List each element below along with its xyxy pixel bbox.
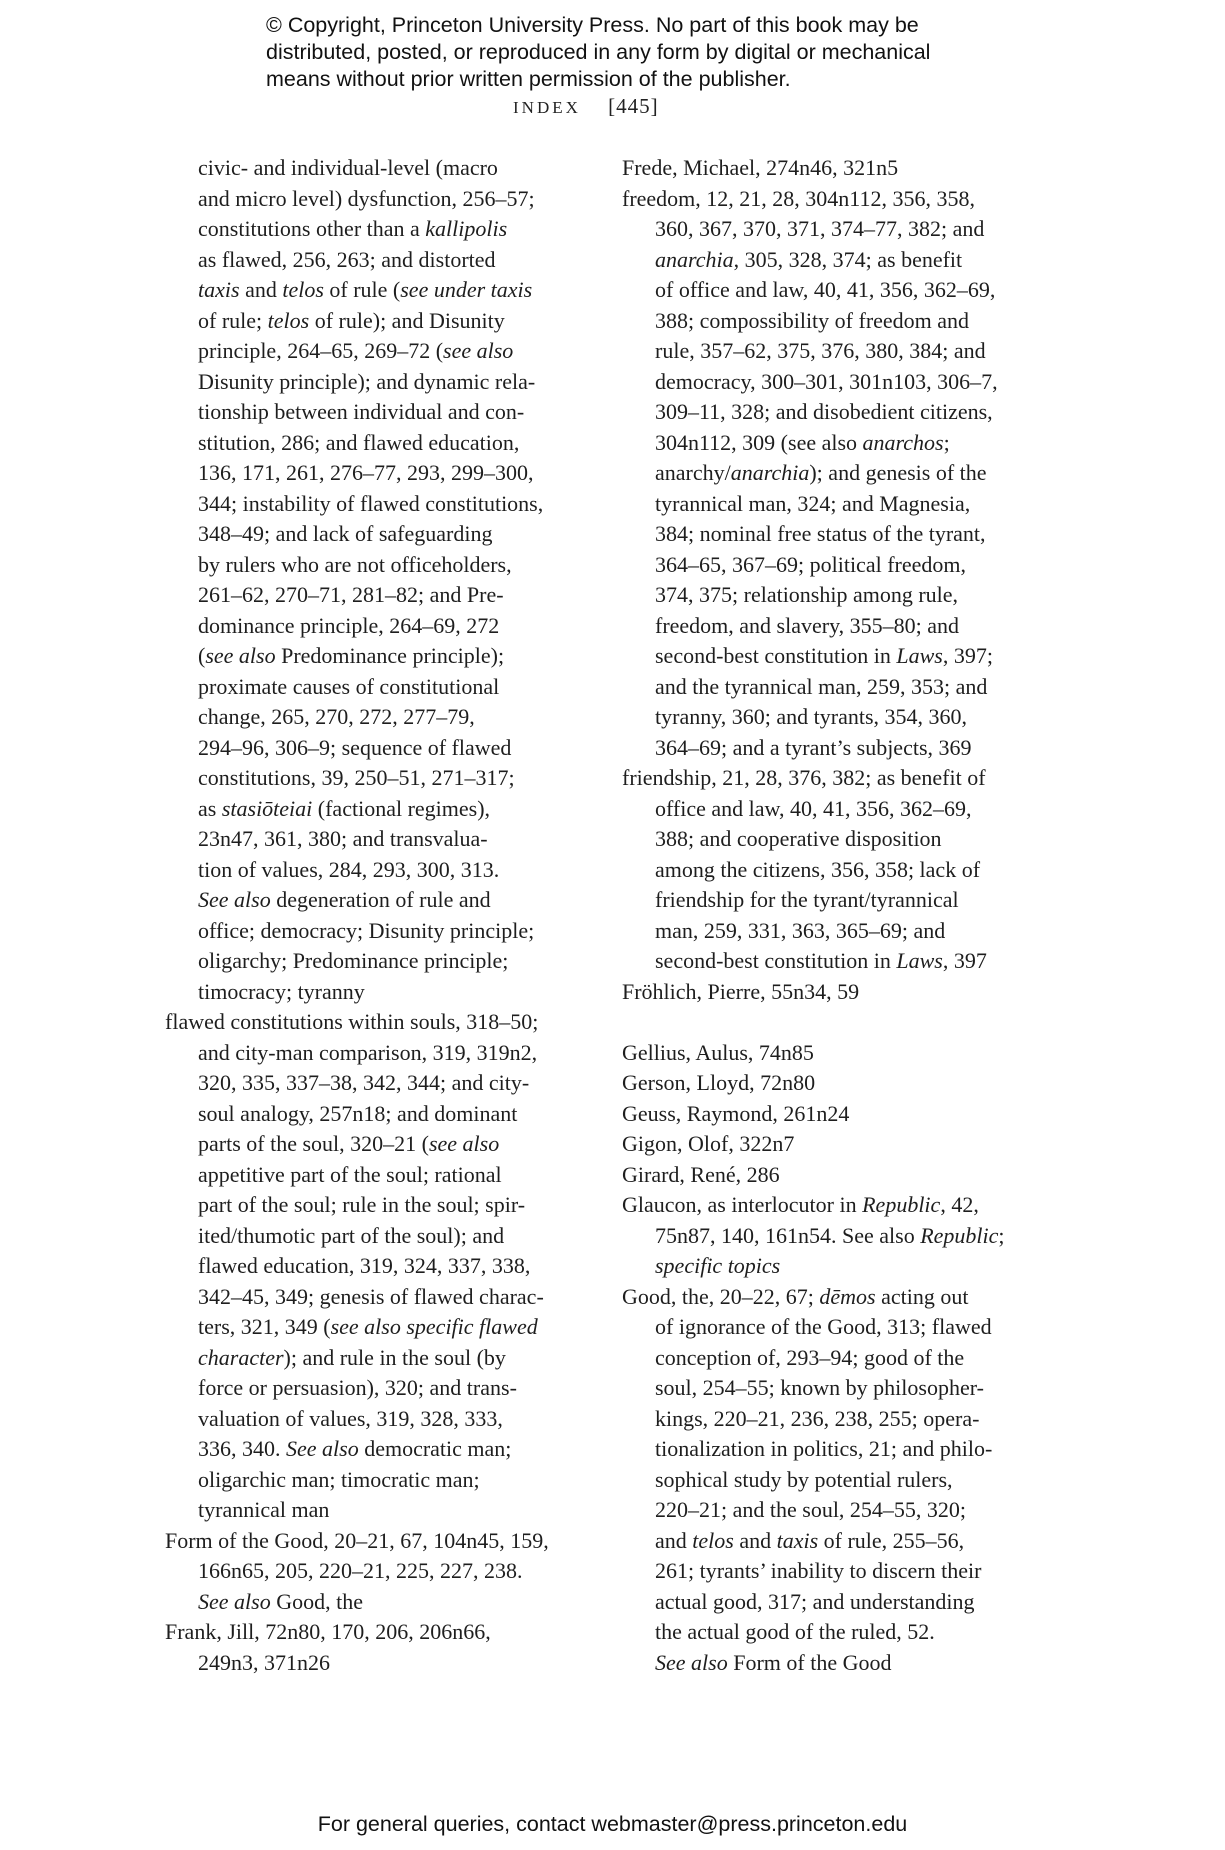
index-line: second-best constitution in Laws, 397;: [655, 643, 993, 668]
index-line: 294–96, 306–9; sequence of flawed: [198, 734, 512, 760]
index-entry: [622, 1099, 1042, 1130]
index-line: friendship, 21, 28, 376, 382; as benefit of: [622, 765, 986, 790]
index-entry: [622, 1129, 1042, 1160]
index-line: and telos and taxis of rule, 255–56,: [655, 1527, 965, 1553]
index-line: Gerson, Lloyd, 72n80: [622, 1070, 816, 1095]
index-line: 360, 367, 370, 371, 374–77, 382; and: [655, 216, 985, 241]
index-line: office and law, 40, 41, 356, 362–69,: [655, 795, 972, 821]
index-line: 364–69; and a tyrant’s subjects, 369: [655, 734, 972, 760]
index-line: anarchy/anarchia); and genesis of the: [655, 460, 987, 485]
index-line: See also Form of the Good: [655, 1649, 892, 1675]
index-line: 261–62, 270–71, 281–82; and Pre-: [198, 582, 504, 607]
index-line: Gellius, Aulus, 74n85: [622, 1039, 814, 1065]
index-line: Fröhlich, Pierre, 55n34, 59: [622, 978, 860, 1004]
index-line: of ignorance of the Good, 313; flawed: [655, 1314, 992, 1339]
index-entry: [165, 153, 585, 1007]
letter-group-gap: [622, 1007, 1042, 1038]
index-line: as stasiōteiai (factional regimes),: [198, 795, 491, 821]
index-line: sophical study by potential rulers,: [655, 1466, 953, 1492]
index-line: freedom, and slavery, 355–80; and: [655, 612, 960, 638]
index-line: 336, 340. See also democratic man;: [198, 1436, 512, 1461]
index-line: Glaucon, as interlocutor in Republic, 42,: [622, 1192, 979, 1217]
index-line: principle, 264–65, 269–72 (see also: [198, 338, 514, 363]
index-line: second-best constitution in Laws, 397: [655, 948, 987, 973]
index-line: oligarchic man; timocratic man;: [198, 1466, 480, 1492]
index-line: Geuss, Raymond, 261n24: [622, 1100, 850, 1126]
index-line: proximate causes of constitutional: [198, 673, 500, 699]
copyright-line-1: © Copyright, Princeton University Press. No part of this book may be: [266, 13, 919, 37]
index-line: part of the soul; rule in the soul; spir-: [198, 1192, 526, 1217]
index-entry: [622, 184, 1042, 764]
index-entry: [622, 1068, 1042, 1099]
index-line: 220–21; and the soul, 254–55, 320;: [655, 1497, 967, 1522]
index-line: flawed education, 319, 324, 337, 338,: [198, 1253, 531, 1278]
index-line: 348–49; and lack of safeguarding: [198, 521, 493, 546]
index-line: and the tyrannical man, 259, 353; and: [655, 673, 988, 699]
index-line: 344; instability of flawed constitutions,: [198, 490, 544, 516]
index-line: Disunity principle); and dynamic rela-: [198, 368, 536, 394]
index-line: actual good, 317; and understanding: [655, 1588, 975, 1614]
copyright-notice: [266, 12, 1026, 93]
index-line: tyrannical man: [198, 1497, 330, 1522]
index-line: 75n87, 140, 161n54. See also Republic;: [655, 1222, 1005, 1248]
index-line: anarchia, 305, 328, 374; as benefit: [655, 246, 963, 272]
index-line: stitution, 286; and flawed education,: [198, 429, 520, 455]
index-line: 342–45, 349; genesis of flawed charac-: [198, 1283, 544, 1309]
index-line: (see also Predominance principle);: [198, 643, 505, 668]
index-line: dominance principle, 264–69, 272: [198, 612, 500, 638]
index-line: change, 265, 270, 272, 277–79,: [198, 704, 475, 729]
index-line: Frank, Jill, 72n80, 170, 206, 206n66,: [165, 1619, 491, 1644]
index-line: parts of the soul, 320–21 (see also: [198, 1131, 500, 1156]
index-line: 364–65, 367–69; political freedom,: [655, 551, 966, 577]
index-line: 166n65, 205, 220–21, 225, 227, 238.: [198, 1558, 523, 1583]
index-entry: [622, 977, 1042, 1008]
index-entry: [165, 1007, 585, 1526]
running-head: [513, 94, 659, 119]
index-line: of office and law, 40, 41, 356, 362–69,: [655, 277, 996, 302]
index-line: tyrannical man, 324; and Magnesia,: [655, 490, 971, 516]
index-line: by rulers who are not officeholders,: [198, 551, 512, 577]
index-line: soul analogy, 257n18; and dominant: [198, 1100, 518, 1126]
index-line: 320, 335, 337–38, 342, 344; and city-: [198, 1070, 530, 1095]
index-entry: [165, 1526, 585, 1618]
copyright-line-2: distributed, posted, or reproduced in any form by digital or mechanical: [266, 40, 931, 64]
index-line: Good, the, 20–22, 67; dēmos acting out: [622, 1283, 969, 1309]
index-line: conception of, 293–94; good of the: [655, 1344, 965, 1370]
index-line: ited/thumotic part of the soul); and: [198, 1222, 505, 1248]
index-line: 374, 375; relationship among rule,: [655, 582, 959, 607]
index-line: 23n47, 361, 380; and transvalua-: [198, 826, 488, 851]
index-line: kings, 220–21, 236, 238, 255; opera-: [655, 1405, 980, 1431]
index-line: friendship for the tyrant/tyrannical: [655, 887, 959, 912]
index-line: civic- and individual-level (macro: [198, 155, 498, 180]
index-line: valuation of values, 319, 328, 333,: [198, 1405, 503, 1431]
index-line: tionalization in politics, 21; and philo-: [655, 1436, 993, 1461]
index-entry: [622, 1190, 1042, 1282]
index-column-left: [165, 153, 585, 1678]
index-entry: [622, 1038, 1042, 1069]
index-line: of rule; telos of rule); and Disunity: [198, 307, 505, 333]
index-line: the actual good of the ruled, 52.: [655, 1619, 935, 1644]
index-line: oligarchy; Predominance principle;: [198, 948, 509, 973]
index-line: appetitive part of the soul; rational: [198, 1161, 502, 1187]
index-line: 136, 171, 261, 276–77, 293, 299–300,: [198, 460, 534, 485]
index-line: 388; compossibility of freedom and: [655, 307, 970, 333]
index-column-right: [622, 153, 1042, 1678]
index-line: democracy, 300–301, 301n103, 306–7,: [655, 368, 998, 394]
index-line: Form of the Good, 20–21, 67, 104n45, 159,: [165, 1527, 549, 1553]
index-line: character); and rule in the soul (by: [198, 1344, 506, 1370]
index-line: constitutions other than a kallipolis: [198, 216, 508, 241]
copyright-line-3: means without prior written permission of the publisher.: [266, 67, 791, 91]
running-head-title: INDEX: [513, 98, 581, 117]
index-line: tion of values, 284, 293, 300, 313.: [198, 856, 500, 882]
footer-contact: For general queries, contact webmaster@press.princeton.edu: [317, 1812, 908, 1836]
index-line: freedom, 12, 21, 28, 304n112, 356, 358,: [622, 185, 975, 211]
index-line: 388; and cooperative disposition: [655, 826, 942, 851]
index-line: Girard, René, 286: [622, 1161, 780, 1187]
index-line: and micro level) dysfunction, 256–57;: [198, 185, 535, 211]
index-entry: [622, 1282, 1042, 1679]
index-line: 309–11, 328; and disobedient citizens,: [655, 399, 993, 424]
index-line: 261; tyrants’ inability to discern their: [655, 1558, 982, 1583]
index-line: 249n3, 371n26: [198, 1649, 330, 1675]
index-line: constitutions, 39, 250–51, 271–317;: [198, 765, 515, 790]
index-line: as flawed, 256, 263; and distorted: [198, 246, 496, 272]
index-line: force or persuasion), 320; and trans-: [198, 1375, 517, 1400]
index-line: among the citizens, 356, 358; lack of: [655, 856, 981, 882]
index-line: See also Good, the: [198, 1588, 363, 1614]
index-line: ters, 321, 349 (see also specific flawed: [198, 1314, 538, 1339]
index-line: taxis and telos of rule (see under taxis: [198, 277, 533, 302]
index-line: rule, 357–62, 375, 376, 380, 384; and: [655, 338, 986, 363]
index-entry: [622, 763, 1042, 977]
index-line: tionship between individual and con-: [198, 399, 525, 424]
index-line: office; democracy; Disunity principle;: [198, 917, 535, 943]
index-line: soul, 254–55; known by philosopher-: [655, 1375, 984, 1400]
index-line: flawed constitutions within souls, 318–50;: [165, 1009, 539, 1034]
index-line: tyranny, 360; and tyrants, 354, 360,: [655, 704, 968, 729]
index-line: specific topics: [655, 1253, 781, 1278]
page-number: [445]: [608, 94, 659, 118]
index-line: Gigon, Olof, 322n7: [622, 1131, 795, 1156]
index-entry: [622, 153, 1042, 184]
index-entry: [622, 1160, 1042, 1191]
index-line: See also degeneration of rule and: [198, 887, 491, 912]
index-line: timocracy; tyranny: [198, 978, 365, 1004]
index-line: man, 259, 331, 363, 365–69; and: [655, 917, 946, 943]
index-line: Frede, Michael, 274n46, 321n5: [622, 155, 899, 180]
index-line: and city-man comparison, 319, 319n2,: [198, 1039, 538, 1065]
index-line: 384; nominal free status of the tyrant,: [655, 521, 986, 546]
index-entry: [165, 1617, 585, 1678]
index-line: 304n112, 309 (see also anarchos;: [655, 429, 950, 455]
